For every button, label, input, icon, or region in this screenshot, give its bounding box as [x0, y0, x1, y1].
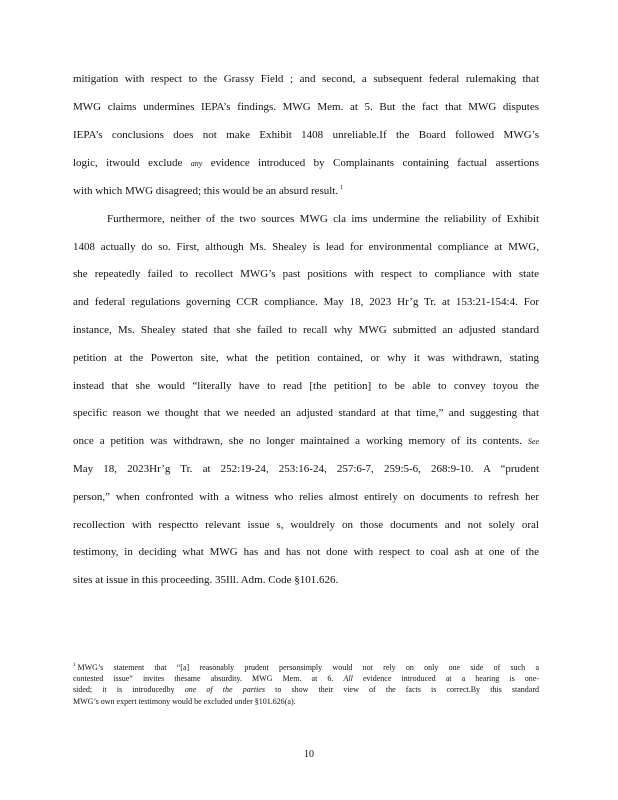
footnote-emphasis: All [343, 674, 353, 683]
emphasis-text: any [190, 159, 203, 168]
body-text: once a petition was withdrawn, she no longer maintained a working memory of its contents. [73, 435, 522, 447]
body-line: person,” when confronted with a witness who relies almost entirely on documents to refresh her [73, 491, 539, 503]
footnote-reference: 1 [340, 185, 344, 192]
footnote-emphasis: one of the parties [184, 685, 265, 694]
page-number: 10 [304, 749, 314, 760]
body-line: instance, Ms. Shealey stated that she failed to recall why MWG submitted an adjusted standard [73, 324, 539, 336]
body-line: she repeatedly failed to recollect MWG’s past positions with respect to compliance with state [73, 268, 539, 280]
footnote-line [73, 673, 539, 684]
body-line: Furthermore, neither of the two sources MWG cla ims undermine the reliability of Exhibit [107, 213, 539, 225]
body-line: mitigation with respect to the Grassy Field ; and second, a subsequent federal rulemaking that [73, 73, 539, 85]
body-line: sites at issue in this proceeding. 35Ill. Adm. Code §101.626. [73, 574, 339, 586]
body-line: recollection with respectto relevant issue s, wouldrely on those documents and not solely oral [73, 519, 539, 531]
footnote-line [73, 662, 539, 673]
footnote-text: MWG’s statement that “[a] reasonably prudent personsimply would not rely on only one side of such a [77, 663, 539, 672]
footnote-text: to show their view of the facts is correct.By this standard [275, 685, 540, 694]
body-line: instead that she would “literally have to read [the petition] to be able to convey toyou the [73, 380, 539, 392]
body-line [73, 156, 539, 171]
body-text: with which MWG disagreed; this would be an absurd result. [73, 185, 339, 197]
footnote-text: contested issue” invites thesame absurdity. MWG Mem. at 6. [73, 674, 334, 683]
body-line [73, 434, 539, 449]
body-line: MWG claims undermines IEPA’s findings. MWG Mem. at 5. But the fact that MWG disputes [73, 101, 539, 113]
footnote-text: sided; it is introducedby [73, 685, 175, 694]
body-line: and federal regulations governing CCR compliance. May 18, 2023 Hr’g Tr. at 153:21-154:4. For [73, 296, 539, 308]
body-line: IEPA’s conclusions does not make Exhibit 1408 unreliable.If the Board followed MWG’s [73, 129, 539, 141]
body-line: testimony, in deciding what MWG has and has not done with respect to coal ash at one of the [73, 546, 539, 558]
footnote-text: evidence introduced at a hearing is one- [362, 674, 539, 683]
body-line: May 18, 2023Hr’g Tr. at 252:19-24, 253:16-24, 257:6-7, 259:5-6, 268:9-10. A “prudent [73, 463, 539, 475]
body-line: petition at the Powerton site, what the petition contained, or why it was withdrawn, stating [73, 352, 539, 364]
body-text: logic, itwould exclude [73, 157, 183, 169]
footnote-marker: 1 [73, 663, 76, 669]
body-text: evidence introduced by Complainants containing factual assertions [210, 157, 539, 169]
citation-signal: See [527, 437, 539, 446]
body-line: 1408 actually do so. First, although Ms. Shealey is lead for environmental compliance at MWG, [73, 241, 539, 253]
body-line [73, 184, 539, 198]
footnote-line [73, 684, 539, 695]
body-line: specific reason we thought that we needed an adjusted standard at that time,” and suggesting that [73, 407, 539, 419]
footnote-line: MWG’s own expert testimony would be excluded under §101.626(a). [73, 697, 296, 706]
